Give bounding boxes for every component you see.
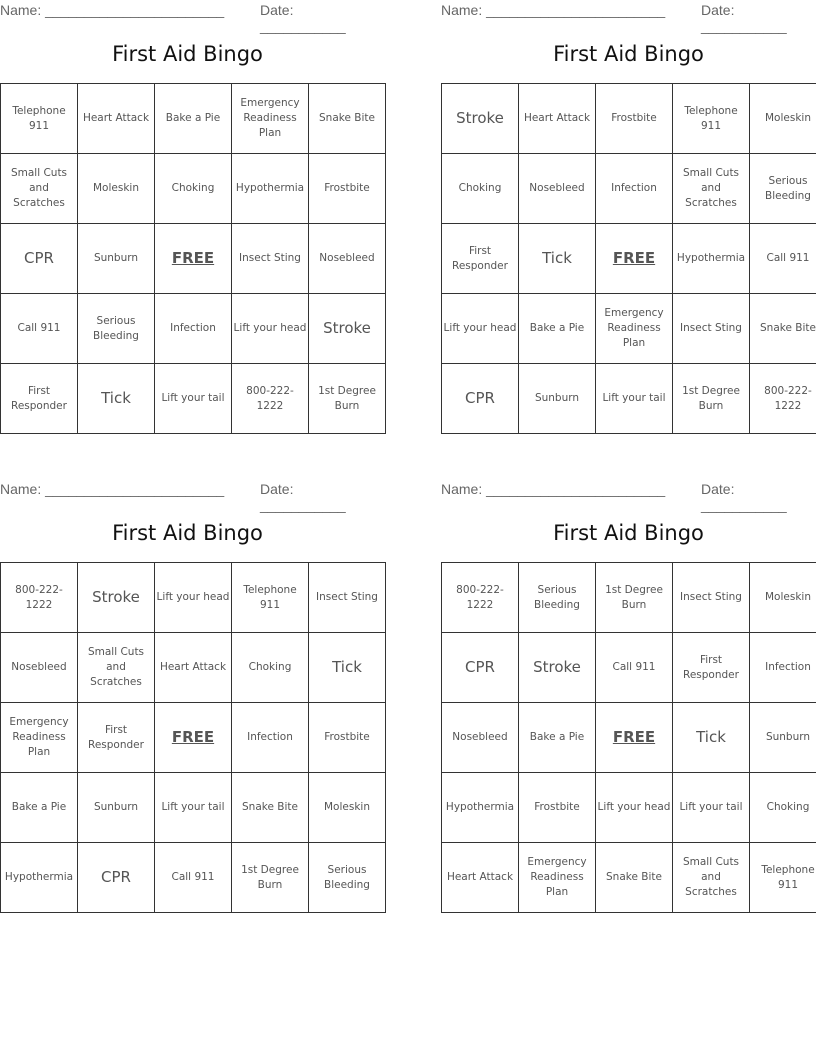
bingo-cell: Lift your tail [596, 364, 673, 434]
bingo-cell: Insect Sting [232, 224, 309, 294]
card-title: First Aid Bingo [112, 42, 263, 66]
bingo-cell: 800-222-1222 [750, 364, 816, 434]
bingo-card-2 [441, 0, 816, 440]
bingo-cell: Serious Bleeding [750, 154, 816, 224]
bingo-cell: Tick [309, 633, 386, 703]
bingo-cell: Choking [750, 773, 816, 843]
bingo-cell: Emergency Readiness Plan [519, 843, 596, 913]
bingo-row [1, 703, 386, 773]
bingo-cell: CPR [78, 843, 155, 913]
bingo-cell: Hypothermia [232, 154, 309, 224]
bingo-cell: First Responder [78, 703, 155, 773]
bingo-cell: Tick [78, 364, 155, 434]
free-space-cell: FREE [596, 224, 673, 294]
date-line: Date: ___________ [701, 2, 787, 34]
bingo-cell: Lift your head [442, 294, 519, 364]
bingo-row [442, 773, 816, 843]
bingo-cell: Telephone 911 [750, 843, 816, 913]
bingo-row [442, 633, 816, 703]
bingo-row [1, 84, 386, 154]
bingo-cell: 1st Degree Burn [673, 364, 750, 434]
bingo-cell: Bake a Pie [155, 84, 232, 154]
name-line: Name: _______________________ [0, 2, 225, 18]
bingo-cell: Infection [232, 703, 309, 773]
bingo-cell: Sunburn [78, 773, 155, 843]
bingo-cell: Snake Bite [596, 843, 673, 913]
bingo-card-3 [0, 479, 378, 919]
bingo-cell: Frostbite [309, 154, 386, 224]
bingo-cell: Small Cuts and Scratches [673, 154, 750, 224]
name-line: Name: _______________________ [441, 481, 666, 497]
bingo-cell: Bake a Pie [1, 773, 78, 843]
bingo-cell: Snake Bite [232, 773, 309, 843]
bingo-row [442, 364, 816, 434]
bingo-cell: Tick [673, 703, 750, 773]
bingo-cell: Lift your head [596, 773, 673, 843]
bingo-cell: Call 911 [596, 633, 673, 703]
bingo-cell: Call 911 [1, 294, 78, 364]
bingo-cell: Stroke [78, 563, 155, 633]
card-header [441, 479, 816, 513]
card-title: First Aid Bingo [553, 42, 704, 66]
bingo-row [442, 154, 816, 224]
bingo-cell: Nosebleed [519, 154, 596, 224]
bingo-row [442, 224, 816, 294]
bingo-cell: Frostbite [519, 773, 596, 843]
free-space-cell: FREE [596, 703, 673, 773]
bingo-cell: Small Cuts and Scratches [78, 633, 155, 703]
bingo-cell: Frostbite [596, 84, 673, 154]
date-line: Date: ___________ [260, 2, 346, 34]
bingo-row [1, 633, 386, 703]
bingo-cell: Tick [519, 224, 596, 294]
bingo-cell: Call 911 [155, 843, 232, 913]
bingo-cell: CPR [442, 633, 519, 703]
name-line: Name: _______________________ [441, 2, 666, 18]
bingo-cell: Serious Bleeding [78, 294, 155, 364]
bingo-cell: Heart Attack [155, 633, 232, 703]
bingo-cell: 800-222-1222 [1, 563, 78, 633]
card-header [0, 0, 375, 34]
bingo-cell: Sunburn [750, 703, 816, 773]
bingo-cell: CPR [442, 364, 519, 434]
bingo-cell: Stroke [442, 84, 519, 154]
bingo-cell: Moleskin [750, 563, 816, 633]
bingo-cell: Sunburn [78, 224, 155, 294]
bingo-cell: Infection [750, 633, 816, 703]
bingo-cell: Moleskin [750, 84, 816, 154]
bingo-cell: 1st Degree Burn [232, 843, 309, 913]
bingo-grid [0, 83, 386, 434]
date-line: Date: ___________ [701, 481, 787, 513]
card-title: First Aid Bingo [112, 521, 263, 545]
bingo-grid [441, 83, 816, 434]
bingo-row [1, 154, 386, 224]
bingo-row [442, 84, 816, 154]
bingo-cell: Frostbite [309, 703, 386, 773]
bingo-row [1, 773, 386, 843]
bingo-cell: Serious Bleeding [519, 563, 596, 633]
bingo-cell: Emergency Readiness Plan [1, 703, 78, 773]
bingo-cell: First Responder [1, 364, 78, 434]
bingo-cell: CPR [1, 224, 78, 294]
bingo-cell: Stroke [519, 633, 596, 703]
bingo-cell: Insect Sting [673, 563, 750, 633]
free-space-cell: FREE [155, 703, 232, 773]
bingo-cell: Snake Bite [750, 294, 816, 364]
bingo-cell: Choking [442, 154, 519, 224]
bingo-cell: Telephone 911 [673, 84, 750, 154]
card-title: First Aid Bingo [553, 521, 704, 545]
bingo-cell: Hypothermia [442, 773, 519, 843]
bingo-cell: 1st Degree Burn [309, 364, 386, 434]
bingo-cell: Lift your tail [155, 364, 232, 434]
bingo-cell: Hypothermia [673, 224, 750, 294]
bingo-cell: Nosebleed [442, 703, 519, 773]
bingo-cell: Lift your head [155, 563, 232, 633]
bingo-cell: Bake a Pie [519, 703, 596, 773]
bingo-cell: Nosebleed [1, 633, 78, 703]
bingo-cell: First Responder [442, 224, 519, 294]
bingo-cell: Small Cuts and Scratches [1, 154, 78, 224]
bingo-cell: Choking [155, 154, 232, 224]
bingo-cell: Lift your tail [155, 773, 232, 843]
bingo-cell: Bake a Pie [519, 294, 596, 364]
bingo-cell: Choking [232, 633, 309, 703]
bingo-cell: Insect Sting [673, 294, 750, 364]
bingo-row [442, 294, 816, 364]
bingo-row [1, 224, 386, 294]
bingo-cell: Emergency Readiness Plan [232, 84, 309, 154]
bingo-cell: Call 911 [750, 224, 816, 294]
bingo-cell: Snake Bite [309, 84, 386, 154]
bingo-cell: Heart Attack [442, 843, 519, 913]
bingo-cell: Nosebleed [309, 224, 386, 294]
bingo-cell: Stroke [309, 294, 386, 364]
bingo-row [442, 563, 816, 633]
bingo-cell: Telephone 911 [232, 563, 309, 633]
bingo-cell: Serious Bleeding [309, 843, 386, 913]
bingo-cell: Hypothermia [1, 843, 78, 913]
bingo-card-1 [0, 0, 375, 440]
bingo-row [1, 364, 386, 434]
bingo-row [1, 294, 386, 364]
bingo-cell: Heart Attack [78, 84, 155, 154]
date-line: Date: ___________ [260, 481, 346, 513]
bingo-cell: Small Cuts and Scratches [673, 843, 750, 913]
bingo-row [1, 843, 386, 913]
bingo-cell: Moleskin [309, 773, 386, 843]
free-space-cell: FREE [155, 224, 232, 294]
card-header [0, 479, 375, 513]
bingo-cell: Telephone 911 [1, 84, 78, 154]
bingo-grid [0, 562, 386, 913]
bingo-row [442, 703, 816, 773]
bingo-cell: Sunburn [519, 364, 596, 434]
bingo-cell: 800-222-1222 [232, 364, 309, 434]
bingo-row [442, 843, 816, 913]
bingo-cell: Infection [155, 294, 232, 364]
bingo-cell: Moleskin [78, 154, 155, 224]
bingo-cell: 1st Degree Burn [596, 563, 673, 633]
bingo-row [1, 563, 386, 633]
bingo-cell: Emergency Readiness Plan [596, 294, 673, 364]
card-header [441, 0, 816, 34]
bingo-cell: First Responder [673, 633, 750, 703]
bingo-card-4 [441, 479, 816, 919]
bingo-grid [441, 562, 816, 913]
name-line: Name: _______________________ [0, 481, 225, 497]
bingo-cell: Lift your head [232, 294, 309, 364]
bingo-cell: Heart Attack [519, 84, 596, 154]
bingo-cell: Insect Sting [309, 563, 386, 633]
bingo-cell: Lift your tail [673, 773, 750, 843]
bingo-cell: Infection [596, 154, 673, 224]
bingo-cell: 800-222-1222 [442, 563, 519, 633]
